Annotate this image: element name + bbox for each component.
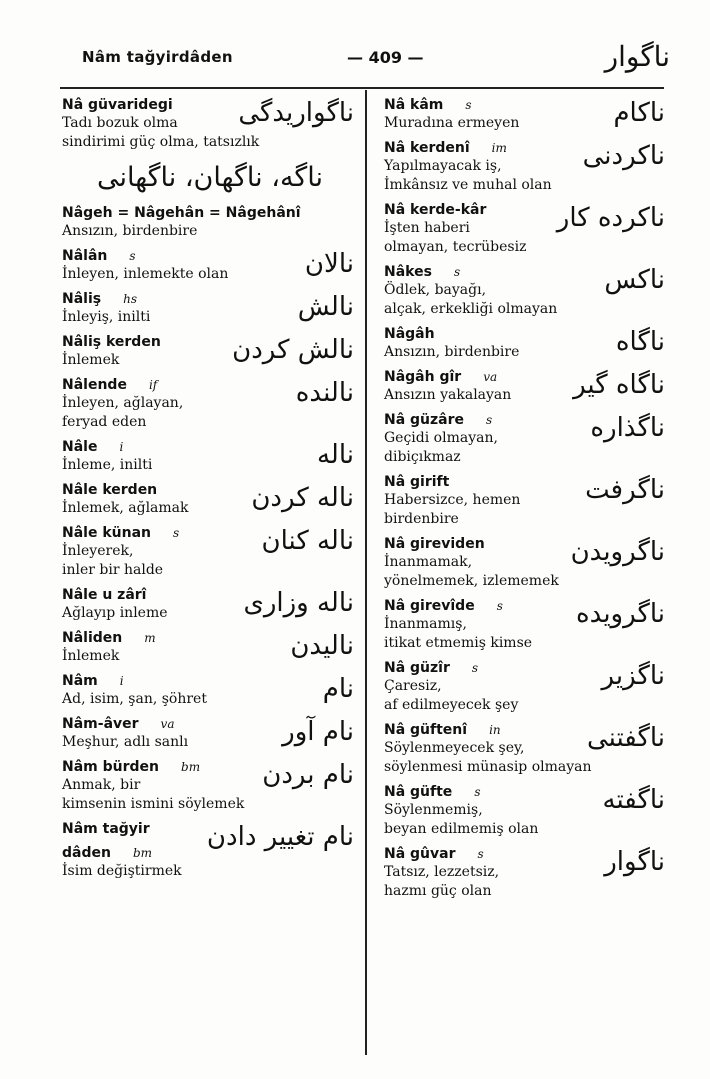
arabic-headword: ناکام xyxy=(613,98,665,128)
arabic-headword: ناکردنی xyxy=(582,141,665,171)
definition-line: Yapılmayacak iş, xyxy=(384,158,502,174)
arabic-headword: ناگاه گیر xyxy=(573,370,665,400)
definition-line: Ad, isim, şan, şöhret xyxy=(62,691,207,707)
definition-line: Meşhur, adlı sanlı xyxy=(62,734,189,750)
running-arabic-title: ناگوار xyxy=(604,40,670,73)
grammar-label: s xyxy=(471,661,479,675)
arabic-headword: ناگواریدگی xyxy=(238,98,354,128)
definition-line: itikat etmemiş kimse xyxy=(384,635,533,651)
header-rule xyxy=(60,87,664,89)
headword-text: Nâgâh xyxy=(384,326,435,342)
arabic-headword: نالان xyxy=(304,249,354,279)
headword-text: Nâle u zârî xyxy=(62,587,147,603)
headword-text: Nâle kerden xyxy=(62,482,158,498)
headword-text: Nâliş xyxy=(62,291,102,307)
dictionary-entry xyxy=(62,820,358,852)
arabic-headword: نام بردن xyxy=(262,760,354,790)
grammar-label: bm xyxy=(181,760,201,774)
headword-text: Nâm xyxy=(62,673,98,689)
definition-line: Söylenmemiş, xyxy=(384,802,483,818)
grammar-label: s xyxy=(477,847,484,861)
headword-text: Nâ kâm xyxy=(384,97,444,113)
headword-text: Nâkes xyxy=(384,264,432,280)
definition-line: beyan edilmemiş olan xyxy=(384,821,539,837)
dictionary-entry xyxy=(62,844,358,881)
headword-text: Nâlende xyxy=(62,377,127,393)
arabic-headword: ناله کنان xyxy=(261,526,354,556)
dictionary-entry xyxy=(62,158,358,198)
grammar-label: va xyxy=(483,370,498,384)
arabic-headword: ناگرویده xyxy=(576,599,665,629)
definition-line: İnlemek, ağlamak xyxy=(62,500,189,516)
arabic-headword: ناگفتنی xyxy=(586,723,665,753)
definition-line: İnleme, inilti xyxy=(62,457,153,473)
grammar-label: s xyxy=(453,265,461,279)
dictionary-entry xyxy=(384,201,669,257)
headword-text: Nâ güvaridegi xyxy=(62,97,173,113)
headword-text: Nâle xyxy=(62,439,98,455)
definition-line: İnlemek xyxy=(62,648,120,664)
dictionary-entry xyxy=(384,139,669,195)
definition-line: inler bir halde xyxy=(62,562,164,578)
definition-line: olmayan, tecrübesiz xyxy=(384,239,527,255)
definition-line: İnleyiş, inilti xyxy=(62,309,151,325)
headword-text: Nâliş kerden xyxy=(62,334,161,350)
dictionary-entry xyxy=(384,411,669,467)
definition-line: Ansızın, birdenbire xyxy=(62,223,198,239)
definition-line: Ansızın yakalayan xyxy=(384,387,512,403)
arabic-headword: ناگوار xyxy=(604,847,665,877)
definition-line: Anmak, bir xyxy=(62,777,141,793)
entry-headword xyxy=(62,438,358,456)
arabic-headword: ناکرده کار xyxy=(556,203,665,233)
headword-text: Nâgeh = Nâgehân = Nâgehânî xyxy=(62,205,301,221)
definition-line: Ansızın, birdenbire xyxy=(384,344,520,360)
definition-line: İmkânsız ve muhal olan xyxy=(384,177,552,193)
grammar-label: hs xyxy=(123,292,137,306)
grammar-label: s xyxy=(129,249,136,263)
dictionary-entry xyxy=(62,438,358,475)
dictionary-entry xyxy=(62,586,358,623)
dictionary-entry xyxy=(62,672,358,709)
definition-line: dibiçıkmaz xyxy=(384,449,461,465)
dictionary-entry xyxy=(384,263,669,319)
arabic-headword: ناگرویدن xyxy=(570,537,665,567)
grammar-label: va xyxy=(160,717,175,731)
grammar-label: s xyxy=(465,98,472,112)
dictionary-entry xyxy=(384,325,669,362)
dictionary-entry xyxy=(62,333,358,370)
arabic-headword: ناله وزاری xyxy=(243,588,354,618)
arabic-headword: نالش xyxy=(297,292,354,322)
grammar-label: im xyxy=(491,141,507,155)
definition-line: Ağlayıp inleme xyxy=(62,605,168,621)
dictionary-entry xyxy=(384,473,669,529)
headword-text: Nâm-âver xyxy=(62,716,139,732)
definition-line: hazmı güç olan xyxy=(384,883,492,899)
grammar-label: s xyxy=(474,785,481,799)
arabic-variants: ناگه، ناگهان، ناگهانی xyxy=(96,162,324,193)
headword-text: Nâliden xyxy=(62,630,123,646)
grammar-label: i xyxy=(119,674,124,688)
definition-line: feryad eden xyxy=(62,414,147,430)
headword-text: Nâ güfte xyxy=(384,784,453,800)
headword-text: Nâlân xyxy=(62,248,108,264)
definition-line: Habersizce, hemen xyxy=(384,492,521,508)
definition-line: söylenmesi münasip olmayan xyxy=(384,759,592,775)
headword-text: Nâm tağyir xyxy=(62,821,150,837)
definition-line: İnleyerek, xyxy=(62,543,134,559)
definition-line: birdenbire xyxy=(384,511,459,527)
arabic-headword: ناگزیر xyxy=(601,661,665,691)
definition-line: Ödlek, bayağı, xyxy=(384,282,487,298)
definition-line: İnleyen, inlemekte olan xyxy=(62,266,229,282)
arabic-headword: نام تغییر دادن xyxy=(206,822,354,852)
right-column xyxy=(384,96,669,907)
definition-line: İnanmamak, xyxy=(384,554,473,570)
arabic-headword: ناکس xyxy=(604,265,665,295)
arabic-headword: نام xyxy=(322,674,354,704)
entry-headword xyxy=(62,204,358,222)
arabic-headword: ناله کردن xyxy=(251,483,354,513)
dictionary-entry xyxy=(384,96,669,133)
headword-text: Nâ girevîde xyxy=(384,598,475,614)
dictionary-entry xyxy=(62,481,358,518)
headword-text: dâden xyxy=(62,845,111,861)
definition-line: sindirimi güç olma, tatsızlık xyxy=(62,134,260,150)
dictionary-entry xyxy=(62,204,358,241)
arabic-headword: ناگرفت xyxy=(585,475,665,505)
dictionary-entry xyxy=(62,524,358,580)
definition-line: İnleyen, ağlayan, xyxy=(62,395,184,411)
definition-line: Muradına ermeyen xyxy=(384,115,520,131)
grammar-label: s xyxy=(496,599,503,613)
grammar-label: s xyxy=(486,413,493,427)
dictionary-entry xyxy=(384,845,669,901)
dictionary-entry xyxy=(384,659,669,715)
definition-line: İşten haberi xyxy=(384,220,470,236)
grammar-label: if xyxy=(148,378,158,392)
arabic-headword: ناگفته xyxy=(602,785,665,815)
definition-line: Tatsız, lezzetsiz, xyxy=(384,864,500,880)
definition-line: Söylenmeyecek şey, xyxy=(384,740,525,756)
definition-line: İnanmamış, xyxy=(384,616,467,632)
headword-text: Nâgâh gîr xyxy=(384,369,462,385)
dictionary-entry xyxy=(62,629,358,666)
headword-text: Nâ girift xyxy=(384,474,450,490)
dictionary-entry xyxy=(384,535,669,591)
headword-text: Nâ güzîr xyxy=(384,660,450,676)
dictionary-entry xyxy=(384,721,669,777)
grammar-label: s xyxy=(173,526,180,540)
grammar-label: i xyxy=(119,440,124,454)
page-header xyxy=(82,40,670,80)
entry-headword xyxy=(62,672,358,690)
headword-text: Nâle künan xyxy=(62,525,151,541)
arabic-headword: نالش کردن xyxy=(232,335,354,365)
dictionary-entry xyxy=(62,758,358,814)
definition-line: İnlemek xyxy=(62,352,120,368)
arabic-headword: نالنده xyxy=(295,378,354,408)
arabic-headword: نام آور xyxy=(282,717,354,747)
definition-line: İsim değiştirmek xyxy=(62,863,182,879)
arabic-headword: نالیدن xyxy=(290,631,354,661)
dictionary-entry xyxy=(62,247,358,284)
arabic-headword: ناگاه xyxy=(615,327,665,357)
definition-line: kimsenin ismini söylemek xyxy=(62,796,245,812)
page-number: — 409 — xyxy=(347,48,424,67)
definition-line: yönelmemek, izlememek xyxy=(384,573,559,589)
headword-text: Nâ gireviden xyxy=(384,536,485,552)
left-column xyxy=(62,96,358,887)
arabic-headword: ناله xyxy=(316,440,354,470)
dictionary-entry xyxy=(384,597,669,653)
running-title: Nâm tağyirdâden xyxy=(82,48,233,66)
headword-text: Nâ kerde-kâr xyxy=(384,202,487,218)
definition-line: Geçidi olmayan, xyxy=(384,430,498,446)
dictionary-entry xyxy=(62,96,358,152)
grammar-label: bm xyxy=(132,846,153,860)
arabic-headword: ناگذاره xyxy=(590,413,665,443)
headword-text: Nâ güzâre xyxy=(384,412,465,428)
definition-line: Çaresiz, xyxy=(384,678,442,694)
dictionary-entry xyxy=(384,368,669,405)
headword-text: Nâ gûvar xyxy=(384,846,456,862)
grammar-label: m xyxy=(144,631,156,645)
headword-text: Nâ güftenî xyxy=(384,722,468,738)
entry-headword xyxy=(62,844,358,862)
headword-text: Nâm bürden xyxy=(62,759,160,775)
grammar-label: in xyxy=(489,723,501,737)
headword-text: Nâ kerdenî xyxy=(384,140,470,156)
definition-line: Tadı bozuk olma xyxy=(62,115,178,131)
dictionary-entry xyxy=(62,290,358,327)
dictionary-entry xyxy=(62,376,358,432)
dictionary-entry xyxy=(62,715,358,752)
definition-line: alçak, erkekliği olmayan xyxy=(384,301,558,317)
dictionary-entry xyxy=(384,783,669,839)
column-divider xyxy=(365,90,367,1055)
definition-line: af edilmeyecek şey xyxy=(384,697,519,713)
